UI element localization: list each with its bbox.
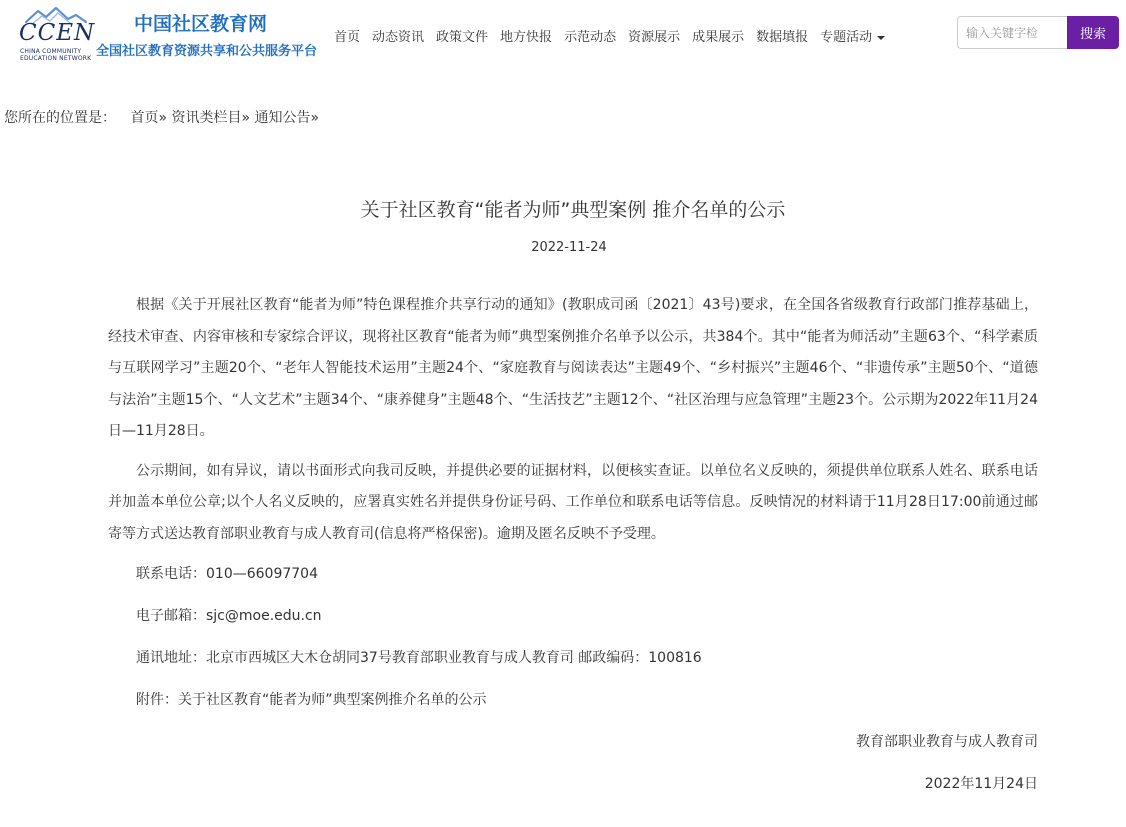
issue-date: 2022年11月24日 <box>924 776 1038 792</box>
contact-email-value: sjc@moe.edu.cn <box>206 608 322 624</box>
breadcrumb-category[interactable]: 资讯类栏目 <box>171 110 242 126</box>
breadcrumb-home[interactable]: 首页 <box>130 110 159 126</box>
site-logo[interactable] <box>16 6 316 64</box>
search-form <box>957 16 1119 49</box>
article-date: 2022-11-24 <box>531 240 607 255</box>
logo-abbr: CCEN <box>19 20 96 46</box>
nav-item-home[interactable]: 首页 <box>334 30 361 45</box>
contact-phone-value: 010—66097704 <box>206 566 318 582</box>
logo-english-name: CHINA COMMUNITY EDUCATION NETWORK <box>20 48 92 62</box>
contact-address-label: 通讯地址： <box>136 650 206 666</box>
logo-mark <box>16 6 96 62</box>
nav-item-achievements[interactable]: 成果展示 <box>692 30 745 45</box>
attachment-label: 附件： <box>136 692 178 708</box>
search-button[interactable]: 搜索 <box>1067 16 1119 49</box>
main-nav <box>328 26 891 50</box>
article-paragraph: 根据《关于开展社区教育“能者为师”特色课程推介共享行动的通知》(教职成司函〔2021〕43号)要求，在全国各省级教育行政部门推荐基础上，经技术审查、内容审核和专家综合评议，现将社区教育“能者为师”典型案例推介名单予以公示，共384个。其中“能者为师活动”主题63个、“科学素质与互联网学习”主题20个、“老年人智能技术运用”主题24个、“家庭教育与阅读表达”主题49个、“乡村振兴”主题46个、“非遗传承”主题50个、“道德与法治”主题15个、“人文艺术”主题34个、“康养健身”主题48个、“生活技艺”主题12个、“社区治理与应急管理”主题23个。公示期为2022年11月24日—11月28日。 <box>108 297 1038 439</box>
nav-item-policy[interactable]: 政策文件 <box>436 30 489 45</box>
caret-down-icon <box>877 36 885 40</box>
contact-email-label: 电子邮箱： <box>136 608 206 624</box>
nav-item-special-events-label: 专题活动 <box>820 30 873 45</box>
breadcrumb-separator: » <box>241 110 251 126</box>
nav-item-news[interactable]: 动态资讯 <box>372 30 425 45</box>
logo-cn-title: 中国社区教育网 <box>134 13 268 35</box>
contact-phone-label: 联系电话： <box>136 566 206 582</box>
breadcrumb-separator: » <box>310 110 320 126</box>
contact-address-value: 北京市西城区大木仓胡同37号教育部职业教育与成人教育司 邮政编码：100816 <box>206 650 702 666</box>
logo-cn-subtitle: 全国社区教育资源共享和公共服务平台 <box>96 44 318 59</box>
article-body <box>108 290 1038 794</box>
breadcrumb <box>4 108 319 128</box>
contact-phone <box>108 564 1038 584</box>
contact-address <box>108 648 1038 668</box>
nav-item-demo-updates[interactable]: 示范动态 <box>564 30 617 45</box>
issuer-signature: 教育部职业教育与成人教育司 <box>856 734 1038 750</box>
article-title: 关于社区教育“能者为师”典型案例 推介名单的公示 <box>360 199 786 221</box>
nav-item-local-news[interactable]: 地方快报 <box>500 30 553 45</box>
breadcrumb-separator: » <box>158 110 168 126</box>
contact-email <box>108 606 1038 626</box>
nav-item-resources[interactable]: 资源展示 <box>628 30 681 45</box>
breadcrumb-prefix: 您所在的位置是： <box>4 110 116 126</box>
breadcrumb-notices[interactable]: 通知公告 <box>254 110 311 126</box>
search-input[interactable] <box>957 16 1067 49</box>
site-header <box>0 0 1126 76</box>
nav-item-data-entry[interactable]: 数据填报 <box>756 30 809 45</box>
attachment <box>108 690 1038 710</box>
attachment-link[interactable]: 关于社区教育“能者为师”典型案例推介名单的公示 <box>178 692 487 708</box>
article-paragraph: 公示期间，如有异议，请以书面形式向我司反映，并提供必要的证据材料，以便核实查证。以单位名义反映的，须提供单位联系人姓名、联系电话并加盖本单位公章;以个人名义反映的，应署真实姓名并提供身份证号码、工作单位和联系电话等信息。反映情况的材料请于11月28日17:00前通过邮寄等方式送达教育部职业教育与成人教育司(信息将严格保密)。逾期及匿名反映不予受理。 <box>108 462 1038 542</box>
nav-item-special-events[interactable] <box>820 26 885 50</box>
